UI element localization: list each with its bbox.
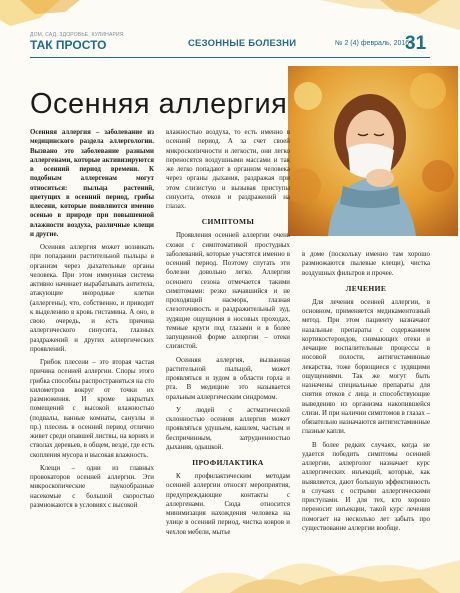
- subheading-treatment: ЛЕЧЕНИЕ: [345, 283, 387, 293]
- autumn-leaves-footer-decoration: [0, 540, 460, 593]
- magazine-tagline: ДОМ, САД, ЗДОРОВЬЕ, КУЛИНАРИЯ: [30, 32, 124, 38]
- paragraph: Осенняя аллергия, вызванная растительной пыльцой, может проявляться и зудом в области горла и рта. В медицине это называется оральным аллергическим синдромом.: [166, 356, 290, 401]
- article-column-2: [166, 128, 290, 541]
- paragraph: Грибок плесени – это вторая частая причина осенней аллергии. Споры этого грибка способны распространяться на сто километров вокруг от точки их размножения. И кроме закрытых помещений с высокой влажностью (подвалы, ванные комнаты, санузлы и пр.) плесень в осенний период отлично живет среди опавшей листвы, на корнях и стволах деревьев, в общем, везде, где есть скопления мусора и высокая влажность.: [30, 359, 154, 459]
- article-photo: [288, 66, 458, 236]
- autumn-leaves-decoration: [0, 0, 460, 34]
- subheading-symptoms: СИМПТОМЫ: [201, 217, 255, 227]
- article-column-1: [30, 128, 154, 514]
- magazine-name: ТАК ПРОСТО: [30, 38, 107, 52]
- article-column-3: [302, 250, 430, 537]
- paragraph: К профилактическим методам осенней аллергии относят мероприятия, предупреждающие контакты с аллергенами. Сюда относится минимизация нахождения человека на улице в осенний период, чистка ковров и чехлов мебели, мытье: [166, 473, 290, 536]
- paragraph: влажностью воздуха, то есть именно в осенний период. А за счет своей микроскопичности и легкости, они легко переносятся воздушными массами и так же легко попадают в организм человека через органы дыхания, раздражая при этом слизистую и вызывая приступы синусита, отеков и раздражений на глазах.: [166, 129, 290, 210]
- paragraph: Проявления осенней аллергии очень схожи с симптоматикой простудных заболеваний, которые участятся именно в осенний период. Поэтому спутать эти болезни довольно легко. Аллергия осеннего сезона отмечается такими симптомами: резко начавшийся и не проходящий насморк, глазная слезоточивость и раздражительный зуд, зудящие ощущения в носовых проходах, темные круги под глазами и в более запущенной форме аллергии – отеки слизистой.: [166, 232, 290, 351]
- page-number: 31: [405, 33, 427, 54]
- woman-sneezing-illustration: [288, 66, 458, 236]
- paragraph: У людей с астматической склонностью осенняя аллергия может проявляться удушьем, кашлем, частым и беспричинным, затрудненностью дыхания, одышкой.: [166, 406, 290, 451]
- issue-info: № 2 (4) февраль, 2016 г.: [335, 40, 415, 47]
- page-header: [0, 0, 460, 58]
- paragraph: Для лечения осенней аллергии, в основном, применяется медикаментозный метод. При этом пациенту назначают назальные препараты с содержанием кортикостероидов, снимающих отеки и лечащие воспалительные процессы в носовой полости, антигистаминные лекарства, тоже борющиеся с зудящими ощущениями. Так же могут быть назначены специальные препараты для снятия отеков с лица и способствующие выведению из организма накопившейся слизи. И при наличии симптомов в глазах – обязательно назначаются антигистаминные глазные капли.: [302, 298, 430, 436]
- paragraph: В более редких случаях, когда не удается победить симптомы осенней аллергии, аллерголог назначает курс аллергических инъекций, которые, как выявляется, дают большую эффективность в случаях с острыми аллергическими приступами. И для тех, кто хорошо переносит инъекции, такой курс лечения помогает на несколько лет забыть про существование аллергии вообще.: [302, 441, 430, 532]
- section-title: СЕЗОННЫЕ БОЛЕЗНИ: [188, 38, 297, 49]
- article-title: Осенняя аллергия: [30, 88, 288, 120]
- header-divider: [30, 57, 430, 58]
- paragraph: в доме (поскольку именно там хорошо размножаются пылевые клещи), чистка воздушных фильтров и прочее.: [302, 251, 430, 277]
- paragraph: Осенняя аллергия может возникать при попадании растительной пыльцы в организм через дыхательные органы человека. При этом иммунная система активно начинает вырабатывать антитела, атакующие инородные клетки (аллергены), что, собственно, и приводит к выделению в кровь гистамина. А оно, в свою очередь, и есть причина аллергического синусита, глазных раздражений и других аллергических проявлений.: [30, 244, 154, 353]
- subheading-prophylaxis: ПРОФИЛАКТИКА: [192, 458, 264, 468]
- paragraph: Клещи – одни из главных провокаторов осенней аллергии. Эти микроскопические паукообразные насекомые с большой скоростью размножаются в условиях с высокой: [30, 464, 154, 509]
- article-lead: Осенняя аллергия – заболевание из медицинского раздела аллергологии. Вызвано это заболевание разными аллергенами, которые активизируются в осенний период времени. К подобным аллергенам могут относиться: пыльца растений, цветущих в осенний период, грибы плесени, которые появляются именно осенью в природе при повышенной влажности воздуха, различные клещи и другие.: [30, 129, 154, 238]
